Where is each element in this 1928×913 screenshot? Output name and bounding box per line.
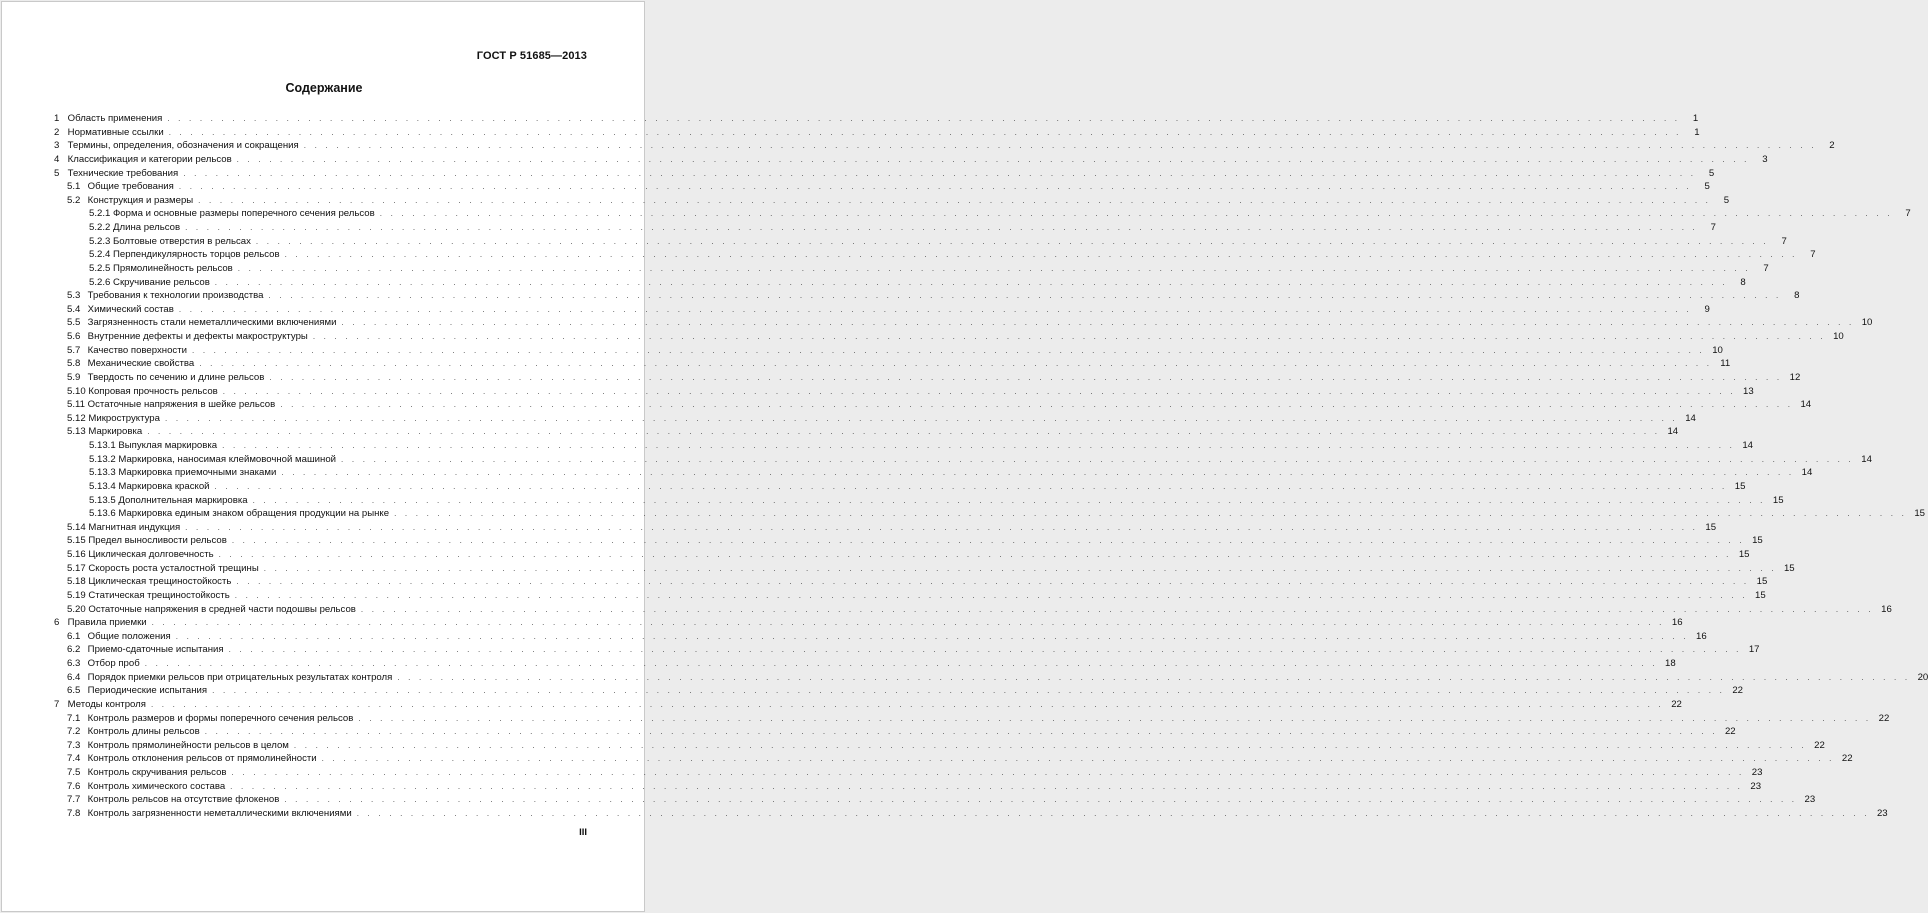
toc-entry-page: 23: [1750, 780, 1762, 792]
toc-entry-page: 5: [1723, 194, 1730, 206]
toc-entry-page: 15: [1738, 549, 1750, 560]
toc-entry-label: Внутренние дефекты и дефекты макроструктуры: [87, 331, 308, 342]
toc-entry-number: 5.14: [67, 521, 86, 533]
toc-entry-number: 7.8: [67, 807, 81, 819]
toc-entry-page: 2: [1829, 140, 1835, 152]
toc-entry-page: 14: [1861, 453, 1872, 465]
toc-entry-label: Общие требования: [87, 181, 174, 193]
document-page: [1, 1, 1928, 912]
toc-entry-page: 7: [1905, 208, 1911, 220]
dot-leader: . . . . . . . . . . . . . . . . . . . . . . . . . . . . . . . . . . . . . . . . . . . . . . . . . . . . . . . . . . . . . . . . . . . . . . . . . . . . . . . . . . . . . . . . . . . . . . . . . . . . . . . . . . . . . . . . . . . . . . . . . . . . . . . . . . . . . . . . . . . .: [341, 454, 1854, 464]
toc-entry-page: 10: [1712, 344, 1723, 356]
toc-entry-page: 7: [1810, 249, 1816, 261]
toc-entry-number: 7.5: [67, 767, 81, 778]
toc-entry[interactable]: [54, 425, 1679, 439]
toc-entry[interactable]: [54, 725, 1736, 739]
toc-entry-page: 22: [1732, 685, 1744, 697]
toc-entry-page: 5: [1704, 181, 1710, 193]
dot-leader: . . . . . . . . . . . . . . . . . . . . . . . . . . . . . . . . . . . . . . . . . . . . . . . . . . . . . . . . . . . . . . . . . . . . . . . . . . . . . . . . . . . . . . . . . . . . . . . . . . . . . . . . . . . . . . . . . . . . . . . . . . . . . . . . . . . . . . . . . . . .: [214, 277, 1728, 287]
toc-entry-number: 5.2: [67, 194, 81, 206]
toc-entry-label: Перпендикулярность торцов рельсов: [113, 249, 280, 261]
toc-entry-number: 1: [54, 113, 60, 124]
toc-entry-label: Циклическая трещиностойкость: [88, 576, 232, 588]
dot-leader: . . . . . . . . . . . . . . . . . . . . . . . . . . . . . . . . . . . . . . . . . . . . . . . . . . . . . . . . . . . . . . . . . . . . . . . . . . . . . . . . . . . . . . . . . . . . . . . . . . . . . . . . . . . . . . . . . . . . . . . . . . . . . . . . . . . . . . . . . . . .: [212, 686, 1726, 696]
page-number: III: [579, 827, 587, 838]
toc-entry-label: Конструкция и размеры: [87, 194, 194, 206]
toc-entry-label: Дополнительная маркировка: [118, 494, 248, 506]
toc-entry-number: 5.19: [67, 589, 86, 601]
toc-entry[interactable]: [54, 807, 1888, 821]
toc-entry-page: 1: [1692, 113, 1699, 124]
toc-entry-label: Циклическая долговечность: [88, 549, 214, 560]
toc-entry-page: 22: [1814, 739, 1825, 751]
dot-leader: . . . . . . . . . . . . . . . . . . . . . . . . . . . . . . . . . . . . . . . . . . . . . . . . . . . . . . . . . . . . . . . . . . . . . . . . . . . . . . . . . . . . . . . . . . . . . . . . . . . . . . . . . . . . . . . . . . . . . . . . . . . . . . . . . . . . . . . . . . . .: [379, 209, 1893, 219]
toc-entry[interactable]: [54, 453, 1872, 467]
toc-entry-label: Прямолинейность рельсов: [113, 262, 233, 274]
toc-entry-number: 7.1: [67, 712, 81, 724]
toc-entry-number: 5.13.1: [89, 440, 116, 451]
toc-entry-label: Нормативные ссылки: [67, 126, 164, 138]
toc-entry-label: Методы контроля: [67, 698, 146, 710]
dot-leader: . . . . . . . . . . . . . . . . . . . . . . . . . . . . . . . . . . . . . . . . . . . . . . . . . . . . . . . . . . . . . . . . . . . . . . . . . . . . . . . . . . . . . . . . . . . . . . . . . . . . . . . . . . . . . . . . . . . . . . . . . . . . . . . . . . . . . . . . . . . .: [268, 291, 1782, 301]
toc-entry-label: Статическая трещиностойкость: [88, 589, 230, 601]
dot-leader: . . . . . . . . . . . . . . . . . . . . . . . . . . . . . . . . . . . . . . . . . . . . . . . . . . . . . . . . . . . . . . . . . . . . . . . . . . . . . . . . . . . . . . . . . . . . . . . . . . . . . . . . . . . . . . . . . . . . . . . . . . . . . . . . . . . . . . . . . . . .: [321, 754, 1835, 764]
toc-entry-number: 5.5: [67, 317, 81, 329]
dot-leader: . . . . . . . . . . . . . . . . . . . . . . . . . . . . . . . . . . . . . . . . . . . . . . . . . . . . . . . . . . . . . . . . . . . . . . . . . . . . . . . . . . . . . . . . . . . . . . . . . . . . . . . . . . . . . . . . . . . . . . . . . . . . . . . . . . . . . . . . . . . .: [204, 727, 1718, 737]
toc-entry[interactable]: [54, 289, 1800, 303]
toc-entry-number: 5.1: [67, 181, 81, 193]
toc-entry-number: 2: [54, 126, 60, 138]
toc-entry-label: Форма и основные размеры поперечного сечения рельсов: [113, 208, 375, 220]
toc-entry[interactable]: [54, 180, 1710, 194]
toc-entry[interactable]: [54, 316, 1873, 330]
toc-entry[interactable]: [54, 752, 1853, 766]
toc-entry-number: 5.3: [67, 290, 81, 302]
toc-entry-number: 5.13.4: [89, 480, 116, 492]
dot-leader: . . . . . . . . . . . . . . . . . . . . . . . . . . . . . . . . . . . . . . . . . . . . . . . . . . . . . . . . . . . . . . . . . . . . . . . . . . . . . . . . . . . . . . . . . . . . . . . . . . . . . . . . . . . . . . . . . . . . . . . . . . . . . . . . . . . . . . . . . . . .: [263, 563, 1777, 573]
toc-entry-label: Порядок приемки рельсов при отрицательных результатах контроля: [87, 671, 393, 683]
toc-entry-page: 16: [1881, 603, 1892, 615]
toc-entry-label: Классификация и категории рельсов: [67, 153, 232, 165]
toc-entry-label: Болтовые отверстия в рельсах: [113, 235, 251, 247]
toc-entry-page: 8: [1740, 276, 1746, 288]
dot-leader: . . . . . . . . . . . . . . . . . . . . . . . . . . . . . . . . . . . . . . . . . . . . . . . . . . . . . . . . . . . . . . . . . . . . . . . . . . . . . . . . . . . . . . . . . . . . . . . . . . . . . . . . . . . . . . . . . . . . . . . . . . . . . . . . . . . . . . . . . . . .: [360, 604, 1874, 614]
dot-leader: . . . . . . . . . . . . . . . . . . . . . . . . . . . . . . . . . . . . . . . . . . . . . . . . . . . . . . . . . . . . . . . . . . . . . . . . . . . . . . . . . . . . . . . . . . . . . . . . . . . . . . . . . . . . . . . . . . . . . . . . . . . . . . . . . . . . . . . . . . . .: [237, 263, 1751, 273]
dot-leader: . . . . . . . . . . . . . . . . . . . . . . . . . . . . . . . . . . . . . . . . . . . . . . . . . . . . . . . . . . . . . . . . . . . . . . . . . . . . . . . . . . . . . . . . . . . . . . . . . . . . . . . . . . . . . . . . . . . . . . . . . . . . . . . . . . . . . . . . . . . .: [341, 318, 1855, 328]
toc-entry-number: 5.20: [67, 603, 86, 615]
dot-leader: . . . . . . . . . . . . . . . . . . . . . . . . . . . . . . . . . . . . . . . . . . . . . . . . . . . . . . . . . . . . . . . . . . . . . . . . . . . . . . . . . . . . . . . . . . . . . . . . . . . . . . . . . . . . . . . . . . . . . . . . . . . . . . . . . . . . . . . . . . . .: [164, 413, 1678, 423]
dot-leader: . . . . . . . . . . . . . . . . . . . . . . . . . . . . . . . . . . . . . . . . . . . . . . . . . . . . . . . . . . . . . . . . . . . . . . . . . . . . . . . . . . . . . . . . . . . . . . . . . . . . . . . . . . . . . . . . . . . . . . . . . . . . . . . . . . . . . . . . . . . .: [280, 400, 1794, 410]
toc-entry-number: 5.13.2: [89, 453, 116, 465]
toc-entry-number: 5.10: [67, 385, 86, 397]
dot-leader: . . . . . . . . . . . . . . . . . . . . . . . . . . . . . . . . . . . . . . . . . . . . . . . . . . . . . . . . . . . . . . . . . . . . . . . . . . . . . . . . . . . . . . . . . . . . . . . . . . . . . . . . . . . . . . . . . . . . . . . . . . . . . . . . . . . . . . . . . . . .: [231, 768, 1745, 777]
toc-entry[interactable]: [54, 276, 1746, 290]
toc-entry-page: 15: [1783, 562, 1795, 574]
dot-leader: . . . . . . . . . . . . . . . . . . . . . . . . . . . . . . . . . . . . . . . . . . . . . . . . . . . . . . . . . . . . . . . . . . . . . . . . . . . . . . . . . . . . . . . . . . . . . . . . . . . . . . . . . . . . . . . . . . . . . . . . . . . . . . . . . . . . . . . . . . . .: [236, 577, 1750, 587]
toc-entry-page: 20: [1917, 671, 1928, 683]
toc-entry-number: 5.7: [67, 344, 81, 356]
toc-entry[interactable]: [54, 248, 1816, 262]
toc-entry-page: 12: [1789, 371, 1801, 383]
toc-entry-page: 22: [1841, 753, 1853, 765]
dot-leader: . . . . . . . . . . . . . . . . . . . . . . . . . . . . . . . . . . . . . . . . . . . . . . . . . . . . . . . . . . . . . . . . . . . . . . . . . . . . . . . . . . . . . . . . . . . . . . . . . . . . . . . . . . . . . . . . . . . . . . . . . . . . . . . . . . . . . . . . . . . .: [144, 659, 1658, 668]
toc-entry[interactable]: [54, 616, 1683, 630]
toc-entry[interactable]: [54, 739, 1825, 753]
toc-entry-number: 5.15: [67, 535, 86, 547]
toc-entry-label: Общие положения: [87, 630, 171, 642]
toc-entry-label: Маркировка единым знаком обращения продукции на рынке: [118, 508, 390, 520]
toc-entry-label: Контроль загрязненности неметаллическими включениями: [87, 807, 352, 819]
toc-entry-page: 7: [1763, 262, 1769, 274]
toc-entry-label: Контроль химического состава: [87, 780, 226, 792]
toc-entry-page: 13: [1743, 385, 1754, 397]
toc-entry[interactable]: [54, 221, 1716, 235]
toc-entry[interactable]: [54, 643, 1760, 657]
toc-entry[interactable]: [54, 303, 1710, 317]
toc-entry[interactable]: [54, 766, 1763, 780]
dot-leader: . . . . . . . . . . . . . . . . . . . . . . . . . . . . . . . . . . . . . . . . . . . . . . . . . . . . . . . . . . . . . . . . . . . . . . . . . . . . . . . . . . . . . . . . . . . . . . . . . . . . . . . . . . . . . . . . . . . . . . . . . . . . . . . . . . . . . . . . . . . .: [284, 795, 1798, 805]
toc-entry-label: Выпуклая маркировка: [118, 440, 218, 451]
toc-entry-page: 23: [1804, 794, 1816, 806]
toc-entry-label: Маркировка приемочными знаками: [118, 467, 277, 479]
dot-leader: . . . . . . . . . . . . . . . . . . . . . . . . . . . . . . . . . . . . . . . . . . . . . . . . . . . . . . . . . . . . . . . . . . . . . . . . . . . . . . . . . . . . . . . . . . . . . . . . . . . . . . . . . . . . . . . . . . . . . . . . . . . . . . . . . . . . . . . . . . . .: [269, 372, 1783, 382]
toc-entry-label: Контроль размеров и формы поперечного сечения рельсов: [87, 712, 354, 724]
toc-entry-number: 5.17: [67, 562, 86, 574]
toc-entry-page: 9: [1704, 303, 1710, 315]
toc-entry-number: 5.4: [67, 303, 81, 315]
toc-entry-number: 7.7: [67, 794, 81, 806]
toc-entry-label: Твердость по сечению и длине рельсов: [87, 371, 265, 383]
toc-entry[interactable]: [54, 194, 1730, 208]
standard-header: ГОСТ Р 51685—2013: [476, 50, 587, 62]
toc-entry-page: 3: [1762, 153, 1768, 165]
toc-entry-label: Качество поверхности: [87, 344, 187, 356]
toc-entry-label: Технические требования: [67, 167, 179, 179]
toc-entry[interactable]: [54, 698, 1682, 712]
dot-leader: . . . . . . . . . . . . . . . . . . . . . . . . . . . . . . . . . . . . . . . . . . . . . . . . . . . . . . . . . . . . . . . . . . . . . . . . . . . . . . . . . . . . . . . . . . . . . . . . . . . . . . . . . . . . . . . . . . . . . . . . . . . . . . . . . . . . . . . . . . . .: [167, 114, 1681, 123]
toc-entry[interactable]: [54, 330, 1844, 344]
dot-leader: . . . . . . . . . . . . . . . . . . . . . . . . . . . . . . . . . . . . . . . . . . . . . . . . . . . . . . . . . . . . . . . . . . . . . . . . . . . . . . . . . . . . . . . . . . . . . . . . . . . . . . . . . . . . . . . . . . . . . . . . . . . . . . . . . . . . . . . . . . . .: [168, 127, 1682, 137]
toc-entry[interactable]: [54, 112, 1699, 126]
toc-entry-number: 6.3: [67, 658, 81, 669]
toc-entry-number: 5.2.1: [89, 208, 111, 220]
dot-leader: . . . . . . . . . . . . . . . . . . . . . . . . . . . . . . . . . . . . . . . . . . . . . . . . . . . . . . . . . . . . . . . . . . . . . . . . . . . . . . . . . . . . . . . . . . . . . . . . . . . . . . . . . . . . . . . . . . . . . . . . . . . . . . . . . . . . . . . . . . . .: [394, 509, 1907, 519]
toc-entry-page: 16: [1671, 617, 1683, 629]
toc-entry[interactable]: [54, 439, 1754, 453]
toc-entry-page: 14: [1685, 412, 1696, 424]
dot-leader: . . . . . . . . . . . . . . . . . . . . . . . . . . . . . . . . . . . . . . . . . . . . . . . . . . . . . . . . . . . . . . . . . . . . . . . . . . . . . . . . . . . . . . . . . . . . . . . . . . . . . . . . . . . . . . . . . . . . . . . . . . . . . . . . . . . . . . . . . . . .: [236, 154, 1750, 164]
toc-entry[interactable]: [54, 139, 1835, 153]
toc-entry-page: 5: [1708, 167, 1715, 179]
toc-entry[interactable]: [54, 575, 1768, 589]
toc-entry-page: 18: [1664, 658, 1676, 669]
toc-entry-number: 5.11: [67, 399, 85, 411]
toc-entry-page: 1: [1694, 126, 1700, 138]
toc-entry-number: 7.6: [67, 780, 81, 792]
toc-entry-label: Маркировка, наносимая клеймовочной машиной: [118, 453, 337, 465]
toc-entry[interactable]: [54, 207, 1911, 221]
toc-entry-label: Контроль прямолинейности рельсов в целом: [87, 739, 289, 751]
toc-entry[interactable]: [54, 357, 1731, 371]
table-of-contents: [54, 112, 1928, 821]
toc-entry[interactable]: [54, 167, 1715, 181]
toc-entry-number: 5.2.2: [89, 222, 111, 233]
toc-entry-page: 17: [1748, 644, 1760, 656]
toc-entry-number: 7.4: [67, 753, 81, 765]
toc-entry[interactable]: [54, 344, 1723, 358]
toc-entry-number: 7: [54, 698, 60, 710]
dot-leader: . . . . . . . . . . . . . . . . . . . . . . . . . . . . . . . . . . . . . . . . . . . . . . . . . . . . . . . . . . . . . . . . . . . . . . . . . . . . . . . . . . . . . . . . . . . . . . . . . . . . . . . . . . . . . . . . . . . . . . . . . . . . . . . . . . . . . . . . . . . .: [228, 645, 1742, 655]
toc-entry-page: 14: [1667, 426, 1679, 438]
toc-entry-label: Копровая прочность рельсов: [88, 385, 218, 397]
toc-entry-label: Приемо-сдаточные испытания: [87, 644, 224, 656]
dot-leader: . . . . . . . . . . . . . . . . . . . . . . . . . . . . . . . . . . . . . . . . . . . . . . . . . . . . . . . . . . . . . . . . . . . . . . . . . . . . . . . . . . . . . . . . . . . . . . . . . . . . . . . . . . . . . . . . . . . . . . . . . . . . . . . . . . . . . . . . . . . .: [185, 223, 1698, 232]
toc-entry[interactable]: [54, 657, 1676, 671]
toc-entry-label: Контроль скручивания рельсов: [87, 767, 227, 778]
toc-entry[interactable]: [54, 371, 1801, 385]
toc-entry[interactable]: [54, 126, 1700, 140]
toc-entry-number: 5.6: [67, 331, 81, 342]
toc-entry-number: 7.3: [67, 739, 81, 751]
toc-entry-number: 6.2: [67, 644, 81, 656]
toc-entry[interactable]: [54, 780, 1762, 794]
toc-entry[interactable]: [54, 466, 1813, 480]
toc-entry-label: Длина рельсов: [113, 222, 181, 233]
dot-leader: . . . . . . . . . . . . . . . . . . . . . . . . . . . . . . . . . . . . . . . . . . . . . . . . . . . . . . . . . . . . . . . . . . . . . . . . . . . . . . . . . . . . . . . . . . . . . . . . . . . . . . . . . . . . . . . . . . . . . . . . . . . . . . . . . . . . . . . . . . . .: [147, 427, 1661, 437]
toc-entry-number: 5.13: [67, 426, 86, 438]
toc-entry-number: 4: [54, 153, 60, 165]
toc-entry[interactable]: [54, 793, 1816, 807]
dot-leader: . . . . . . . . . . . . . . . . . . . . . . . . . . . . . . . . . . . . . . . . . . . . . . . . . . . . . . . . . . . . . . . . . . . . . . . . . . . . . . . . . . . . . . . . . . . . . . . . . . . . . . . . . . . . . . . . . . . . . . . . . . . . . . . . . . . . . . . . . . . .: [397, 672, 1911, 682]
toc-entry-page: 8: [1794, 290, 1800, 302]
toc-entry-page: 15: [1705, 521, 1717, 533]
toc-entry-number: 5.16: [67, 549, 86, 560]
dot-leader: . . . . . . . . . . . . . . . . . . . . . . . . . . . . . . . . . . . . . . . . . . . . . . . . . . . . . . . . . . . . . . . . . . . . . . . . . . . . . . . . . . . . . . . . . . . . . . . . . . . . . . . . . . . . . . . . . . . . . . . . . . . . . . . . . . . . . . . . . . . .: [255, 236, 1769, 246]
toc-entry-number: 5.8: [67, 358, 81, 370]
toc-entry-number: 5: [54, 167, 60, 179]
dot-leader: . . . . . . . . . . . . . . . . . . . . . . . . . . . . . . . . . . . . . . . . . . . . . . . . . . . . . . . . . . . . . . . . . . . . . . . . . . . . . . . . . . . . . . . . . . . . . . . . . . . . . . . . . . . . . . . . . . . . . . . . . . . . . . . . . . . . . . . . . . . .: [358, 713, 1872, 723]
dot-leader: . . . . . . . . . . . . . . . . . . . . . . . . . . . . . . . . . . . . . . . . . . . . . . . . . . . . . . . . . . . . . . . . . . . . . . . . . . . . . . . . . . . . . . . . . . . . . . . . . . . . . . . . . . . . . . . . . . . . . . . . . . . . . . . . . . . . . . . . . . . .: [284, 250, 1798, 260]
toc-entry-number: 5.2.3: [89, 235, 111, 247]
toc-entry-number: 6.1: [67, 630, 81, 642]
dot-leader: . . . . . . . . . . . . . . . . . . . . . . . . . . . . . . . . . . . . . . . . . . . . . . . . . . . . . . . . . . . . . . . . . . . . . . . . . . . . . . . . . . . . . . . . . . . . . . . . . . . . . . . . . . . . . . . . . . . . . . . . . . . . . . . . . . . . . . . . . . . .: [191, 345, 1705, 355]
toc-entry-number: 5.13.3: [89, 467, 116, 479]
toc-entry[interactable]: [54, 603, 1892, 617]
toc-entry-label: Остаточные напряжения в средней части подошвы рельсов: [88, 603, 356, 615]
dot-leader: . . . . . . . . . . . . . . . . . . . . . . . . . . . . . . . . . . . . . . . . . . . . . . . . . . . . . . . . . . . . . . . . . . . . . . . . . . . . . . . . . . . . . . . . . . . . . . . . . . . . . . . . . . . . . . . . . . . . . . . . . . . . . . . . . . . . . . . . . . . .: [281, 468, 1795, 478]
toc-entry-page: 22: [1878, 712, 1890, 724]
toc-entry-label: Контроль рельсов на отсутствие флокенов: [87, 794, 280, 806]
toc-entry-number: 5.2.4: [89, 249, 111, 261]
dot-leader: . . . . . . . . . . . . . . . . . . . . . . . . . . . . . . . . . . . . . . . . . . . . . . . . . . . . . . . . . . . . . . . . . . . . . . . . . . . . . . . . . . . . . . . . . . . . . . . . . . . . . . . . . . . . . . . . . . . . . . . . . . . . . . . . . . . . . . . . . . . .: [214, 481, 1728, 491]
toc-entry[interactable]: [54, 671, 1928, 685]
toc-entry-label: Периодические испытания: [87, 685, 208, 697]
toc-entry[interactable]: [54, 235, 1787, 249]
toc-entry[interactable]: [54, 153, 1768, 167]
toc-entry-label: Микроструктура: [88, 412, 160, 424]
toc-entry-page: 11: [1720, 358, 1731, 370]
toc-entry-page: 23: [1751, 767, 1763, 778]
toc-entry-number: 6.5: [67, 685, 81, 697]
toc-entry-label: Отбор проб: [87, 658, 140, 669]
toc-entry[interactable]: [54, 562, 1795, 576]
toc-entry-page: 16: [1696, 630, 1707, 642]
dot-leader: . . . . . . . . . . . . . . . . . . . . . . . . . . . . . . . . . . . . . . . . . . . . . . . . . . . . . . . . . . . . . . . . . . . . . . . . . . . . . . . . . . . . . . . . . . . . . . . . . . . . . . . . . . . . . . . . . . . . . . . . . . . . . . . . . . . . . . . . . . . .: [234, 590, 1748, 600]
toc-entry-page: 14: [1742, 440, 1754, 451]
dot-leader: . . . . . . . . . . . . . . . . . . . . . . . . . . . . . . . . . . . . . . . . . . . . . . . . . . . . . . . . . . . . . . . . . . . . . . . . . . . . . . . . . . . . . . . . . . . . . . . . . . . . . . . . . . . . . . . . . . . . . . . . . . . . . . . . . . . . . . . . . . . .: [230, 781, 1744, 791]
toc-entry-page: 22: [1724, 726, 1736, 738]
toc-entry-page: 15: [1752, 535, 1763, 547]
toc-entry-label: Магнитная индукция: [88, 521, 181, 533]
toc-entry[interactable]: [54, 534, 1763, 548]
toc-entry[interactable]: [54, 412, 1696, 426]
dot-leader: . . . . . . . . . . . . . . . . . . . . . . . . . . . . . . . . . . . . . . . . . . . . . . . . . . . . . . . . . . . . . . . . . . . . . . . . . . . . . . . . . . . . . . . . . . . . . . . . . . . . . . . . . . . . . . . . . . . . . . . . . . . . . . . . . . . . . . . . . . . .: [218, 550, 1732, 559]
toc-entry[interactable]: [54, 712, 1890, 726]
toc-entry-label: Скорость роста усталостной трещины: [88, 562, 259, 574]
dot-leader: . . . . . . . . . . . . . . . . . . . . . . . . . . . . . . . . . . . . . . . . . . . . . . . . . . . . . . . . . . . . . . . . . . . . . . . . . . . . . . . . . . . . . . . . . . . . . . . . . . . . . . . . . . . . . . . . . . . . . . . . . . . . . . . . . . . . . . . . . . . .: [150, 699, 1664, 709]
dot-leader: . . . . . . . . . . . . . . . . . . . . . . . . . . . . . . . . . . . . . . . . . . . . . . . . . . . . . . . . . . . . . . . . . . . . . . . . . . . . . . . . . . . . . . . . . . . . . . . . . . . . . . . . . . . . . . . . . . . . . . . . . . . . . . . . . . . . . . . . . . . .: [185, 522, 1699, 532]
toc-entry-number: 5.2.5: [89, 262, 111, 274]
toc-entry-label: Механические свойства: [87, 358, 195, 370]
dot-leader: . . . . . . . . . . . . . . . . . . . . . . . . . . . . . . . . . . . . . . . . . . . . . . . . . . . . . . . . . . . . . . . . . . . . . . . . . . . . . . . . . . . . . . . . . . . . . . . . . . . . . . . . . . . . . . . . . . . . . . . . . . . . . . . . . . . . . . . . . . . .: [222, 386, 1736, 396]
toc-entry-label: Маркировка: [88, 426, 143, 438]
toc-entry-page: 7: [1710, 222, 1716, 233]
toc-entry[interactable]: [54, 521, 1717, 535]
toc-entry-number: 5.9: [67, 371, 81, 383]
dot-leader: . . . . . . . . . . . . . . . . . . . . . . . . . . . . . . . . . . . . . . . . . . . . . . . . . . . . . . . . . . . . . . . . . . . . . . . . . . . . . . . . . . . . . . . . . . . . . . . . . . . . . . . . . . . . . . . . . . . . . . . . . . . . . . . . . . . . . . . . . . . .: [356, 808, 1870, 818]
toc-entry-number: 5.2.6: [89, 276, 111, 288]
dot-leader: . . . . . . . . . . . . . . . . . . . . . . . . . . . . . . . . . . . . . . . . . . . . . . . . . . . . . . . . . . . . . . . . . . . . . . . . . . . . . . . . . . . . . . . . . . . . . . . . . . . . . . . . . . . . . . . . . . . . . . . . . . . . . . . . . . . . . . . . . . . .: [199, 359, 1713, 369]
toc-entry-page: 7: [1781, 235, 1787, 247]
toc-entry-page: 22: [1671, 698, 1682, 710]
toc-entry-page: 10: [1861, 317, 1873, 329]
toc-entry[interactable]: [54, 630, 1707, 644]
dot-leader: . . . . . . . . . . . . . . . . . . . . . . . . . . . . . . . . . . . . . . . . . . . . . . . . . . . . . . . . . . . . . . . . . . . . . . . . . . . . . . . . . . . . . . . . . . . . . . . . . . . . . . . . . . . . . . . . . . . . . . . . . . . . . . . . . . . . . . . . . . . .: [293, 740, 1807, 750]
toc-entry-label: Область применения: [67, 113, 163, 124]
dot-leader: . . . . . . . . . . . . . . . . . . . . . . . . . . . . . . . . . . . . . . . . . . . . . . . . . . . . . . . . . . . . . . . . . . . . . . . . . . . . . . . . . . . . . . . . . . . . . . . . . . . . . . . . . . . . . . . . . . . . . . . . . . . . . . . . . . . . . . . . . . . .: [178, 182, 1692, 192]
toc-entry[interactable]: [54, 398, 1812, 412]
toc-entry-page: 10: [1833, 331, 1844, 342]
toc-entry-number: 5.13.6: [89, 508, 116, 520]
toc-entry[interactable]: [54, 385, 1754, 399]
toc-entry-page: 15: [1756, 576, 1768, 588]
dot-leader: . . . . . . . . . . . . . . . . . . . . . . . . . . . . . . . . . . . . . . . . . . . . . . . . . . . . . . . . . . . . . . . . . . . . . . . . . . . . . . . . . . . . . . . . . . . . . . . . . . . . . . . . . . . . . . . . . . . . . . . . . . . . . . . . . . . . . . . . . . . .: [183, 168, 1697, 178]
toc-entry-label: Требования к технологии производства: [87, 290, 264, 302]
dot-leader: . . . . . . . . . . . . . . . . . . . . . . . . . . . . . . . . . . . . . . . . . . . . . . . . . . . . . . . . . . . . . . . . . . . . . . . . . . . . . . . . . . . . . . . . . . . . . . . . . . . . . . . . . . . . . . . . . . . . . . . . . . . . . . . . . . . . . . . . . . . .: [178, 304, 1692, 314]
toc-entry-number: 5.12: [67, 412, 86, 424]
toc-entry-number: 6: [54, 617, 60, 629]
toc-entry-number: 5.18: [67, 576, 86, 588]
toc-entry-page: 14: [1801, 467, 1813, 479]
toc-entry-number: 3: [54, 140, 60, 152]
dot-leader: . . . . . . . . . . . . . . . . . . . . . . . . . . . . . . . . . . . . . . . . . . . . . . . . . . . . . . . . . . . . . . . . . . . . . . . . . . . . . . . . . . . . . . . . . . . . . . . . . . . . . . . . . . . . . . . . . . . . . . . . . . . . . . . . . . . . . . . . . . . .: [198, 195, 1712, 205]
toc-entry-number: 5.13.5: [89, 494, 116, 506]
dot-leader: . . . . . . . . . . . . . . . . . . . . . . . . . . . . . . . . . . . . . . . . . . . . . . . . . . . . . . . . . . . . . . . . . . . . . . . . . . . . . . . . . . . . . . . . . . . . . . . . . . . . . . . . . . . . . . . . . . . . . . . . . . . . . . . . . . . . . . . . . . . .: [231, 536, 1745, 546]
toc-entry-label: Контроль отклонения рельсов от прямолинейности: [87, 753, 317, 765]
dot-leader: . . . . . . . . . . . . . . . . . . . . . . . . . . . . . . . . . . . . . . . . . . . . . . . . . . . . . . . . . . . . . . . . . . . . . . . . . . . . . . . . . . . . . . . . . . . . . . . . . . . . . . . . . . . . . . . . . . . . . . . . . . . . . . . . . . . . . . . . . . . .: [252, 495, 1766, 505]
toc-entry-page: 23: [1876, 807, 1888, 819]
page-title: Содержание: [285, 81, 363, 95]
toc-entry-label: Остаточные напряжения в шейке рельсов: [87, 399, 276, 411]
toc-entry-label: Химический состав: [87, 303, 174, 315]
dot-leader: . . . . . . . . . . . . . . . . . . . . . . . . . . . . . . . . . . . . . . . . . . . . . . . . . . . . . . . . . . . . . . . . . . . . . . . . . . . . . . . . . . . . . . . . . . . . . . . . . . . . . . . . . . . . . . . . . . . . . . . . . . . . . . . . . . . . . . . . . . . .: [175, 631, 1689, 641]
dot-leader: . . . . . . . . . . . . . . . . . . . . . . . . . . . . . . . . . . . . . . . . . . . . . . . . . . . . . . . . . . . . . . . . . . . . . . . . . . . . . . . . . . . . . . . . . . . . . . . . . . . . . . . . . . . . . . . . . . . . . . . . . . . . . . . . . . . . . . . . . . . .: [303, 141, 1817, 151]
toc-entry-label: Скручивание рельсов: [113, 276, 210, 288]
toc-entry-number: 7.2: [67, 726, 81, 738]
toc-entry[interactable]: [54, 507, 1925, 521]
toc-entry[interactable]: [54, 262, 1769, 276]
toc-entry[interactable]: [54, 480, 1746, 494]
toc-entry-page: 15: [1772, 494, 1784, 506]
toc-entry-label: Контроль длины рельсов: [87, 726, 200, 738]
toc-entry-label: Загрязненность стали неметаллическими включениями: [87, 317, 337, 329]
toc-entry-page: 15: [1755, 589, 1766, 601]
toc-entry-page: 14: [1800, 399, 1812, 411]
toc-entry-number: 6.4: [67, 671, 81, 683]
toc-entry[interactable]: [54, 684, 1744, 698]
toc-entry-page: 15: [1734, 480, 1746, 492]
toc-entry[interactable]: [54, 589, 1766, 603]
toc-entry[interactable]: [54, 494, 1784, 508]
toc-entry-label: Предел выносливости рельсов: [88, 535, 227, 547]
toc-entry-label: Маркировка краской: [118, 480, 210, 492]
dot-leader: . . . . . . . . . . . . . . . . . . . . . . . . . . . . . . . . . . . . . . . . . . . . . . . . . . . . . . . . . . . . . . . . . . . . . . . . . . . . . . . . . . . . . . . . . . . . . . . . . . . . . . . . . . . . . . . . . . . . . . . . . . . . . . . . . . . . . . . . . . . .: [151, 618, 1665, 628]
toc-entry-page: 15: [1914, 508, 1925, 520]
toc-entry[interactable]: [54, 548, 1750, 562]
toc-entry-label: Термины, определения, обозначения и сокращения: [67, 140, 299, 152]
toc-entry-label: Правила приемки: [67, 617, 147, 629]
dot-leader: . . . . . . . . . . . . . . . . . . . . . . . . . . . . . . . . . . . . . . . . . . . . . . . . . . . . . . . . . . . . . . . . . . . . . . . . . . . . . . . . . . . . . . . . . . . . . . . . . . . . . . . . . . . . . . . . . . . . . . . . . . . . . . . . . . . . . . . . . . . .: [222, 441, 1736, 450]
dot-leader: . . . . . . . . . . . . . . . . . . . . . . . . . . . . . . . . . . . . . . . . . . . . . . . . . . . . . . . . . . . . . . . . . . . . . . . . . . . . . . . . . . . . . . . . . . . . . . . . . . . . . . . . . . . . . . . . . . . . . . . . . . . . . . . . . . . . . . . . . . . .: [312, 332, 1826, 341]
